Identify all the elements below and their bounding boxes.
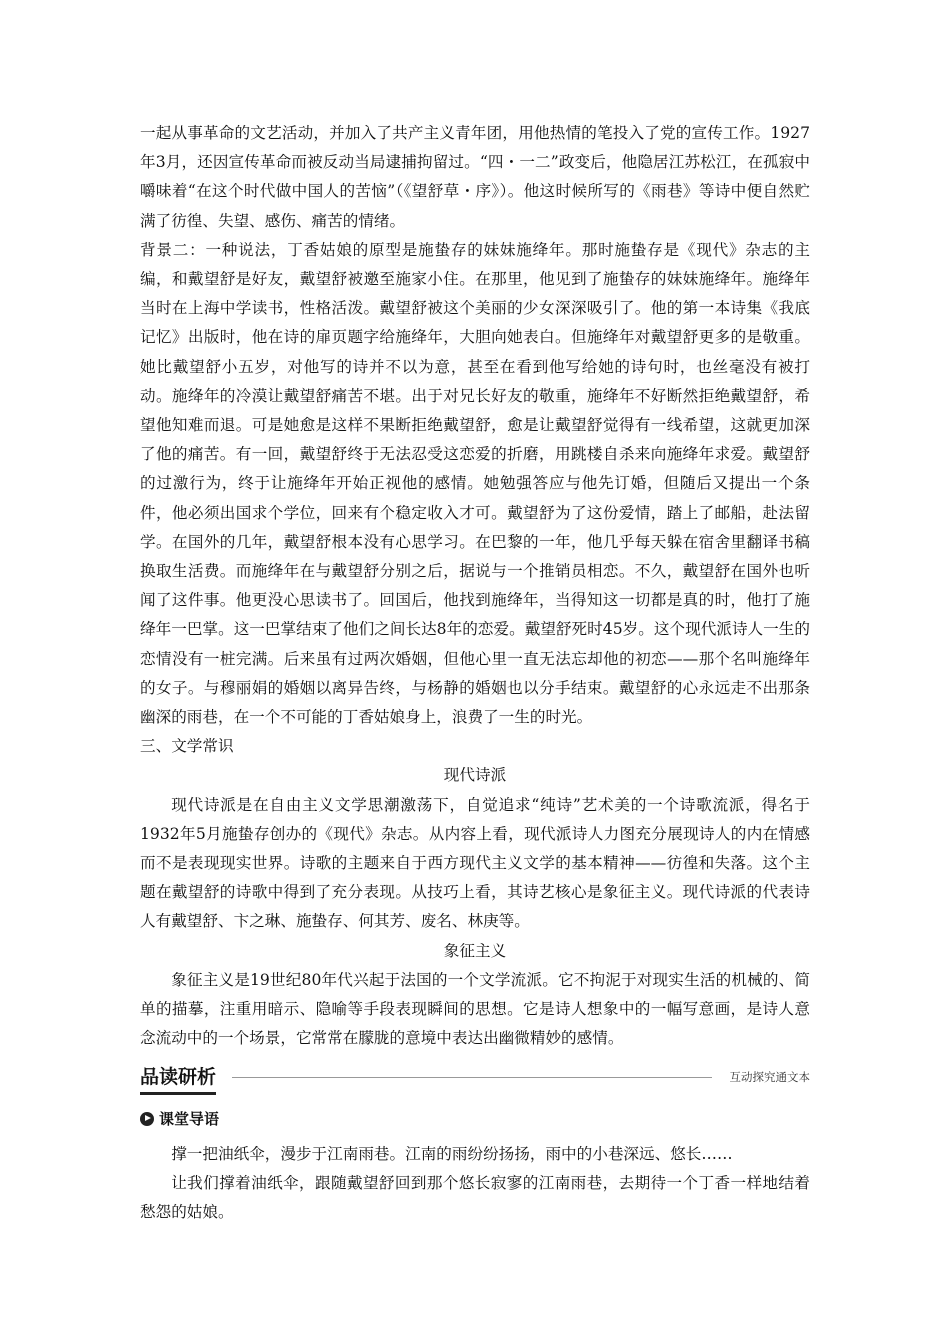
title-symbolism: 象征主义: [443, 941, 507, 960]
title-modern-poetry-school: 现代诗派: [443, 766, 507, 785]
section-header-bar: [140, 1064, 810, 1092]
intro-paragraph-2: 让我们撑着油纸伞，跟随戴望舒回到那个悠长寂寥的江南雨巷，去期待一个丁香一样地结着愁怨的姑娘。: [140, 1173, 810, 1221]
class-intro-label: 课堂导语: [159, 1109, 220, 1128]
paragraph-modern-poetry-school: 现代诗派是在自由主义文学思潮激荡下，自觉追求“纯诗”艺术美的一个诗歌流派，得名于1932年5月施蛰存创办的《现代》杂志。从内容上看，现代派诗人力图充分展现诗人的内在情感而不是表现现实世界。诗歌的主题来自于西方现代主义文学的基本精神——彷徨和失落。这个主题在戴望舒的诗歌中得到了充分表现。从技巧上看，其诗艺核心是象征主义。现代诗派的代表诗人有戴望舒、卞之琳、施蛰存、何其芳、废名、林庚等。: [140, 795, 810, 931]
paragraph-symbolism: 象征主义是19世纪80年代兴起于法国的一个文学流派。它不拘泥于对现实生活的机械的、简单的描摹，注重用暗示、隐喻等手段表现瞬间的思想。它是诗人想象中的一幅写意画，是诗人意念流动中的一个场景，它常常在朦胧的意境中表达出幽微精妙的感情。: [140, 970, 810, 1048]
section-title: 品读研析: [140, 1064, 216, 1095]
class-intro-heading: [140, 1106, 810, 1132]
heading-literary-knowledge: 三、文学常识: [140, 737, 234, 756]
section-divider: [232, 1077, 712, 1078]
play-icon: [140, 1112, 154, 1126]
intro-paragraph-1: 撑一把油纸伞，漫步于江南雨巷。江南的雨纷纷扬扬，雨中的小巷深远、悠长……: [171, 1144, 733, 1163]
paragraph-background-two: 背景二：一种说法，丁香姑娘的原型是施蛰存的妹妹施绛年。那时施蛰存是《现代》杂志的主编，和戴望舒是好友，戴望舒被邀至施家小住。在那里，他见到了施蛰存的妹妹施绛年。施绛年当时在上海中学读书，性格活泼。戴望舒被这个美丽的少女深深吸引了。他的第一本诗集《我底记忆》出版时，他在诗的扉页题字给施绛年，大胆向她表白。但施绛年对戴望舒更多的是敬重。她比戴望舒小五岁，对他写的诗并不以为意，甚至在看到他写给她的诗句时，也丝毫没有被打动。施绛年的冷漠让戴望舒痛苦不堪。出于对兄长好友的敬重，施绛年不好断然拒绝戴望舒，希望他知难而退。可是她愈是这样不果断拒绝戴望舒，愈是让戴望舒觉得有一线希望，这就更加深了他的痛苦。有一回，戴望舒终于无法忍受这恋爱的折磨，用跳楼自杀来向施绛年求爱。戴望舒的过激行为，终于让施绛年开始正视他的感情。她勉强答应与他先订婚，但随后又提出一个条件，他必须出国求个学位，回来有个稳定收入才可。戴望舒为了这份爱情，踏上了邮船，赴法留学。在国外的几年，戴望舒根本没有心思学习。在巴黎的一年，他几乎每天躲在宿舍里翻译书稿换取生活费。而施绛年在与戴望舒分别之后，据说与一个推销员相恋。不久，戴望舒在国外也听闻了这件事。他更没心思读书了。回国后，他找到施绛年，当得知这一切都是真的时，他打了施绛年一巴掌。这一巴掌结束了他们之间长达8年的恋爱。戴望舒死时45岁。这个现代派诗人一生的恋情没有一桩完满。后来虽有过两次婚姻，但他心里一直无法忘却他的初恋——那个名叫施绛年的女子。与穆丽娟的婚姻以离异告终，与杨静的婚姻也以分手结束。戴望舒的心永远走不出那条幽深的雨巷，在一个不可能的丁香姑娘身上，浪费了一生的时光。: [140, 240, 810, 727]
paragraph-revolution: 一起从事革命的文艺活动，并加入了共产主义青年团，用他热情的笔投入了党的宣传工作。1927年3月，还因宣传革命而被反动当局逮捕拘留过。“四・一二”政变后，他隐居江苏松江，在孤寂中嚼味着“在这个时代做中国人的苦恼”（《望舒草・序》）。他这时候所写的《雨巷》等诗中便自然贮满了彷徨、失望、感伤、痛苦的情绪。: [140, 124, 810, 230]
document-page: [140, 119, 810, 1227]
section-tag: 互动探究通文本: [729, 1069, 810, 1084]
